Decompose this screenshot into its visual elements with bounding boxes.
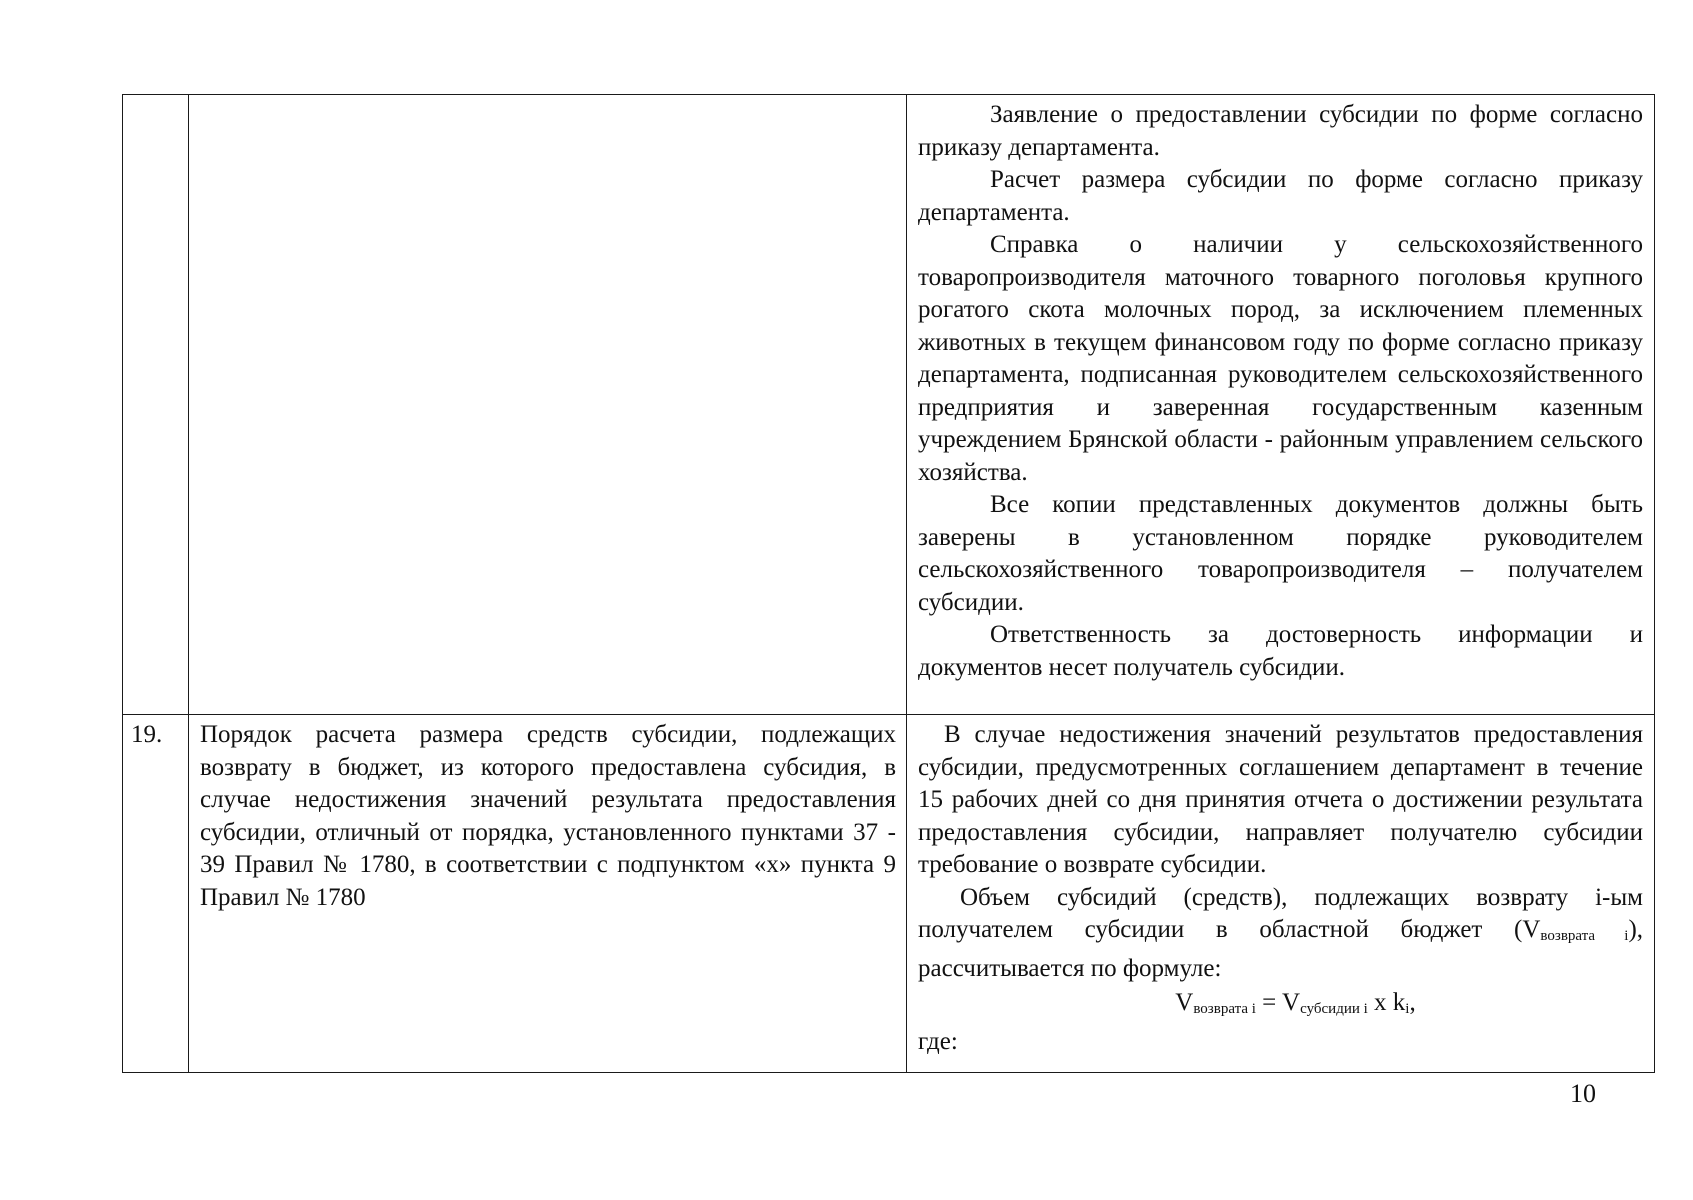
formula-multiply-k: x k [1367, 989, 1406, 1016]
paragraph-application: Заявление о предоставлении субсидии по форме согласно приказу департамента. [918, 101, 1643, 161]
row-name-cell [189, 95, 907, 715]
formula-k-subscript: i [1405, 1001, 1410, 1017]
row-number-cell [123, 715, 189, 1073]
paragraph-calculation: Расчет размера субсидии по форме согласно приказу департамента. [918, 166, 1643, 226]
formula-comma: , [1409, 989, 1416, 1016]
table-row [123, 715, 1655, 1073]
volume-subscript: возврата i [1540, 928, 1629, 944]
where-label: где: [918, 1028, 958, 1055]
document-table [122, 94, 1655, 1073]
row-number-cell [123, 95, 189, 715]
paragraph-non-achievement: В случае недостижения значений результатов предоставления субсидии, предусмотренных соглашением департамент в течение 15 рабочих дней со дня принятия отчета о достижении результата предоставления субсидии, направляет получателю субсидии требование о возврате субсидии. [918, 721, 1643, 878]
paragraph-volume [918, 882, 1643, 986]
row-name-text: Порядок расчета размера средств субсидии, подлежащих возврату в бюджет, из которого предоставлена субсидия, в случае недостижения значений результата предоставления субсидии, отличный от порядка, установленного пунктами 37 - 39 Правил № 1780, в соответствии с подпунктом «х» пункта 9 Правил № 1780 [200, 721, 896, 911]
paragraph-certificate: Справка о наличии у сельскохозяйственного товаропроизводителя маточного товарного поголовья крупного рогатого скота молочных пород, за исключением племенных животных в текущем финансовом году по форме согласно приказу департамента, подписанная руководителем сельскохозяйственного предприятия и заверенная государственным казенным учреждением Брянской области - районным управлением сельского хозяйства. [918, 231, 1643, 486]
formula-v-return: V [1175, 989, 1194, 1016]
formula-subsidy-subscript: субсидии i [1300, 1001, 1368, 1017]
table-row [123, 95, 1655, 715]
formula-return-subscript: возврата i [1193, 1001, 1256, 1017]
page-number: 10 [1570, 1079, 1596, 1108]
row-description-cell [907, 95, 1655, 715]
row-number: 19. [131, 721, 163, 748]
paragraph-volume-end: ), рассчитывается по формуле: [918, 916, 1644, 982]
paragraph-copies: Все копии представленных документов должны быть заверены в установленном порядке руководителем сельскохозяйственного товаропроизводителя – получателем субсидии. [918, 491, 1643, 616]
formula-equals: = V [1255, 989, 1301, 1016]
paragraph-responsibility: Ответственность за достоверность информации и документов несет получатель субсидии. [918, 621, 1643, 681]
row-description-cell [907, 715, 1655, 1073]
paragraph-volume-text: Объем субсидий (средств), подлежащих возврату i-ым получателем субсидии в областной бюджет (V [918, 883, 1643, 943]
formula [918, 985, 1643, 1027]
row-name-cell [189, 715, 907, 1073]
